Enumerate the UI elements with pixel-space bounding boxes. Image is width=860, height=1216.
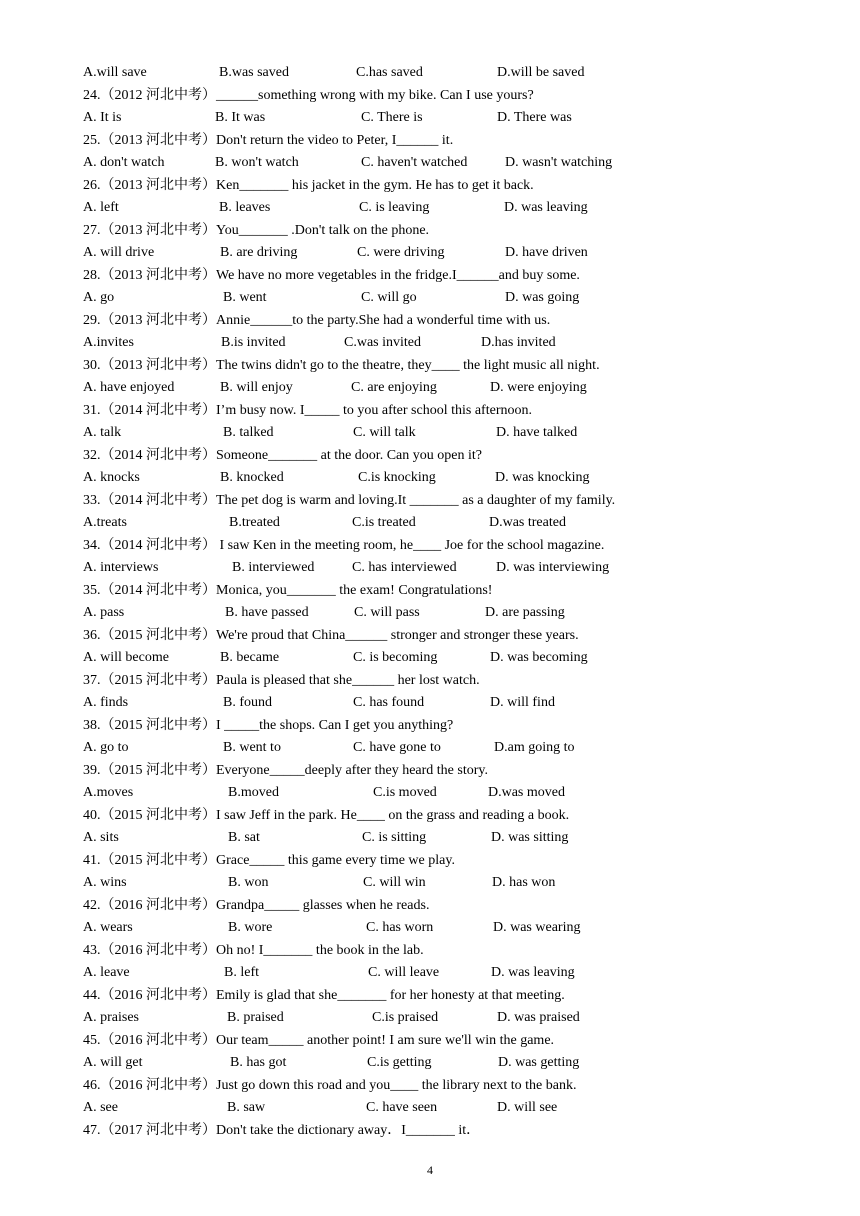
options-row	[83, 242, 783, 265]
options-row	[83, 62, 783, 85]
answer-option: D.has invited	[481, 335, 556, 350]
question-stem: 31.（2014 河北中考）I’m busy now. I_____ to you after school this afternoon.	[83, 402, 532, 418]
options-row	[83, 692, 783, 715]
answer-option: A. go	[83, 290, 115, 305]
answer-option: A. pass	[83, 605, 125, 620]
answer-option: B. interviewed	[232, 560, 315, 575]
answer-option: C. will win	[363, 875, 426, 890]
options-row	[83, 152, 783, 175]
answer-option: D. was interviewing	[496, 560, 610, 575]
options-row	[83, 962, 783, 985]
answer-option: B.is invited	[221, 335, 286, 350]
answer-option: D. have driven	[505, 245, 588, 260]
answer-option: C.is praised	[372, 1010, 439, 1025]
answer-option: B. It was	[215, 110, 266, 125]
answer-option: A. will drive	[83, 245, 155, 260]
question-stem: 46.（2016 河北中考）Just go down this road and you____ the library next to the bank.	[83, 1077, 577, 1093]
answer-option: B. went	[223, 290, 267, 305]
answer-option: D.am going to	[494, 740, 575, 755]
answer-option: C. have seen	[366, 1100, 438, 1115]
question-stem: 38.（2015 河北中考）I _____the shops. Can I get you anything?	[83, 717, 454, 733]
answer-option: B. wore	[228, 920, 273, 935]
answer-option: D.will be saved	[497, 65, 585, 80]
answer-option: B.moved	[228, 785, 279, 800]
answer-option: C. has worn	[366, 920, 434, 935]
answer-option: C. will leave	[368, 965, 440, 980]
question-stem: 34.（2014 河北中考） I saw Ken in the meeting room, he____ Joe for the school magazine.	[83, 537, 605, 553]
question-stem: 27.（2013 河北中考）You_______ .Don't talk on the phone.	[83, 222, 430, 238]
options-row	[83, 737, 783, 760]
options-row	[83, 1097, 783, 1120]
answer-option: B. have passed	[225, 605, 309, 620]
options-row	[83, 917, 783, 940]
answer-option: A.will save	[83, 65, 147, 80]
answer-option: C. will talk	[353, 425, 416, 440]
answer-option: B.was saved	[219, 65, 289, 80]
question-stem: 42.（2016 河北中考）Grandpa_____ glasses when he reads.	[83, 897, 430, 913]
answer-option: B. praised	[227, 1010, 284, 1025]
answer-option: D. was praised	[497, 1010, 580, 1025]
answer-option: C. were driving	[357, 245, 445, 260]
answer-option: B.treated	[229, 515, 280, 530]
answer-option: B. won	[228, 875, 269, 890]
question-stem: 39.（2015 河北中考）Everyone_____deeply after they heard the story.	[83, 762, 488, 778]
answer-option: D. have talked	[496, 425, 578, 440]
answer-option: D. will find	[490, 695, 555, 710]
question-stem: 45.（2016 河北中考）Our team_____ another point! I am sure we'll win the game.	[83, 1032, 555, 1048]
answer-option: A. praises	[83, 1010, 139, 1025]
question-stem: 41.（2015 河北中考）Grace_____ this game every time we play.	[83, 852, 455, 868]
options-row	[83, 287, 783, 310]
question-stem: 44.（2016 河北中考）Emily is glad that she_______ for her honesty at that meeting.	[83, 987, 565, 1003]
answer-option: D. was becoming	[490, 650, 588, 665]
question-stem: 32.（2014 河北中考）Someone_______ at the door. Can you open it?	[83, 447, 482, 463]
answer-option: D. was wearing	[493, 920, 581, 935]
question-stem: 47.（2017 河北中考）Don't take the dictionary away．I_______ it．	[83, 1122, 481, 1138]
answer-option: C.has saved	[356, 65, 423, 80]
answer-option: D. was sitting	[491, 830, 569, 845]
page-number: 4	[427, 1163, 433, 1177]
options-row	[83, 647, 783, 670]
answer-option: D.was treated	[489, 515, 566, 530]
worksheet-page	[83, 62, 783, 1142]
question-stem: 36.（2015 河北中考）We're proud that China______ stronger and stronger these years.	[83, 627, 579, 643]
question-stem: 29.（2013 河北中考）Annie______to the party.She had a wonderful time with us.	[83, 312, 551, 328]
answer-option: A.invites	[83, 335, 134, 350]
answer-option: C. are enjoying	[351, 380, 437, 395]
answer-option: A.treats	[83, 515, 127, 530]
answer-option: C.is knocking	[358, 470, 436, 485]
options-row	[83, 467, 783, 490]
answer-option: D. will see	[497, 1100, 558, 1115]
answer-option: C.is moved	[373, 785, 437, 800]
answer-option: A. have enjoyed	[83, 380, 175, 395]
options-row	[83, 332, 783, 355]
answer-option: A. don't watch	[83, 155, 165, 170]
answer-option: B. found	[223, 695, 272, 710]
answer-option: C. will go	[361, 290, 417, 305]
answer-option: A. wears	[83, 920, 133, 935]
answer-option: D.was moved	[488, 785, 565, 800]
options-row	[83, 512, 783, 535]
answer-option: A. talk	[83, 425, 122, 440]
options-row	[83, 782, 783, 805]
options-row	[83, 1007, 783, 1030]
answer-option: B. will enjoy	[220, 380, 293, 395]
answer-option: A. see	[83, 1100, 118, 1115]
answer-option: A. finds	[83, 695, 129, 710]
answer-option: D. has won	[492, 875, 556, 890]
answer-option: A. will become	[83, 650, 169, 665]
answer-option: A. leave	[83, 965, 130, 980]
answer-option: B. are driving	[220, 245, 298, 260]
answer-option: A. interviews	[83, 560, 159, 575]
answer-option: D. was getting	[498, 1055, 580, 1070]
question-stem: 28.（2013 河北中考）We have no more vegetables in the fridge.I______and buy some.	[83, 267, 580, 283]
answer-option: B. sat	[228, 830, 260, 845]
options-row	[83, 872, 783, 895]
answer-option: B. won't watch	[215, 155, 299, 170]
answer-option: D. There was	[497, 110, 572, 125]
answer-option: B. leaves	[219, 200, 271, 215]
answer-option: C. There is	[361, 110, 423, 125]
answer-option: A.moves	[83, 785, 134, 800]
answer-option: A. left	[83, 200, 119, 215]
answer-option: A. go to	[83, 740, 129, 755]
answer-option: B. saw	[227, 1100, 266, 1115]
question-stem: 25.（2013 河北中考）Don't return the video to Peter, I______ it.	[83, 132, 454, 148]
question-stem: 26.（2013 河北中考）Ken_______ his jacket in the gym. He has to get it back.	[83, 177, 534, 193]
question-stem: 24.（2012 河北中考）______something wrong with my bike. Can I use yours?	[83, 87, 534, 103]
answer-option: D. were enjoying	[490, 380, 587, 395]
answer-option: C. have gone to	[353, 740, 441, 755]
answer-option: A. will get	[83, 1055, 143, 1070]
options-row	[83, 197, 783, 220]
options-row	[83, 107, 783, 130]
answer-option: C.is getting	[367, 1055, 432, 1070]
question-stem: 33.（2014 河北中考）The pet dog is warm and loving.It _______ as a daughter of my family.	[83, 492, 616, 508]
answer-option: A. It is	[83, 110, 122, 125]
answer-option: C. has interviewed	[352, 560, 457, 575]
answer-option: D. wasn't watching	[505, 155, 613, 170]
answer-option: D. are passing	[485, 605, 565, 620]
question-stem: 35.（2014 河北中考）Monica, you_______ the exam! Congratulations!	[83, 582, 493, 598]
answer-option: D. was knocking	[495, 470, 590, 485]
answer-option: B. became	[220, 650, 280, 665]
answer-option: D. was leaving	[491, 965, 575, 980]
options-row	[83, 557, 783, 580]
answer-option: C. will pass	[354, 605, 420, 620]
answer-option: D. was leaving	[504, 200, 588, 215]
question-stem: 40.（2015 河北中考）I saw Jeff in the park. He____ on the grass and reading a book.	[83, 807, 570, 823]
answer-option: A. sits	[83, 830, 119, 845]
answer-option: C.is treated	[352, 515, 416, 530]
answer-option: C. has found	[353, 695, 425, 710]
question-stem: 30.（2013 河北中考）The twins didn't go to the theatre, they____ the light music all night.	[83, 357, 600, 373]
answer-option: B. has got	[230, 1055, 287, 1070]
question-stem: 43.（2016 河北中考）Oh no! I_______ the book in the lab.	[83, 942, 424, 958]
answer-option: B. knocked	[220, 470, 284, 485]
answer-option: C. is sitting	[362, 830, 427, 845]
answer-option: C. is becoming	[353, 650, 438, 665]
answer-option: C. is leaving	[359, 200, 430, 215]
question-stem: 37.（2015 河北中考）Paula is pleased that she______ her lost watch.	[83, 672, 480, 688]
options-row	[83, 602, 783, 625]
options-row	[83, 422, 783, 445]
answer-option: A. wins	[83, 875, 127, 890]
answer-option: B. went to	[223, 740, 281, 755]
options-row	[83, 377, 783, 400]
answer-option: B. talked	[223, 425, 274, 440]
answer-option: C. haven't watched	[361, 155, 468, 170]
answer-option: D. was going	[505, 290, 580, 305]
answer-option: B. left	[224, 965, 259, 980]
answer-option: C.was invited	[344, 335, 421, 350]
answer-option: A. knocks	[83, 470, 140, 485]
options-row	[83, 827, 783, 850]
options-row	[83, 1052, 783, 1075]
